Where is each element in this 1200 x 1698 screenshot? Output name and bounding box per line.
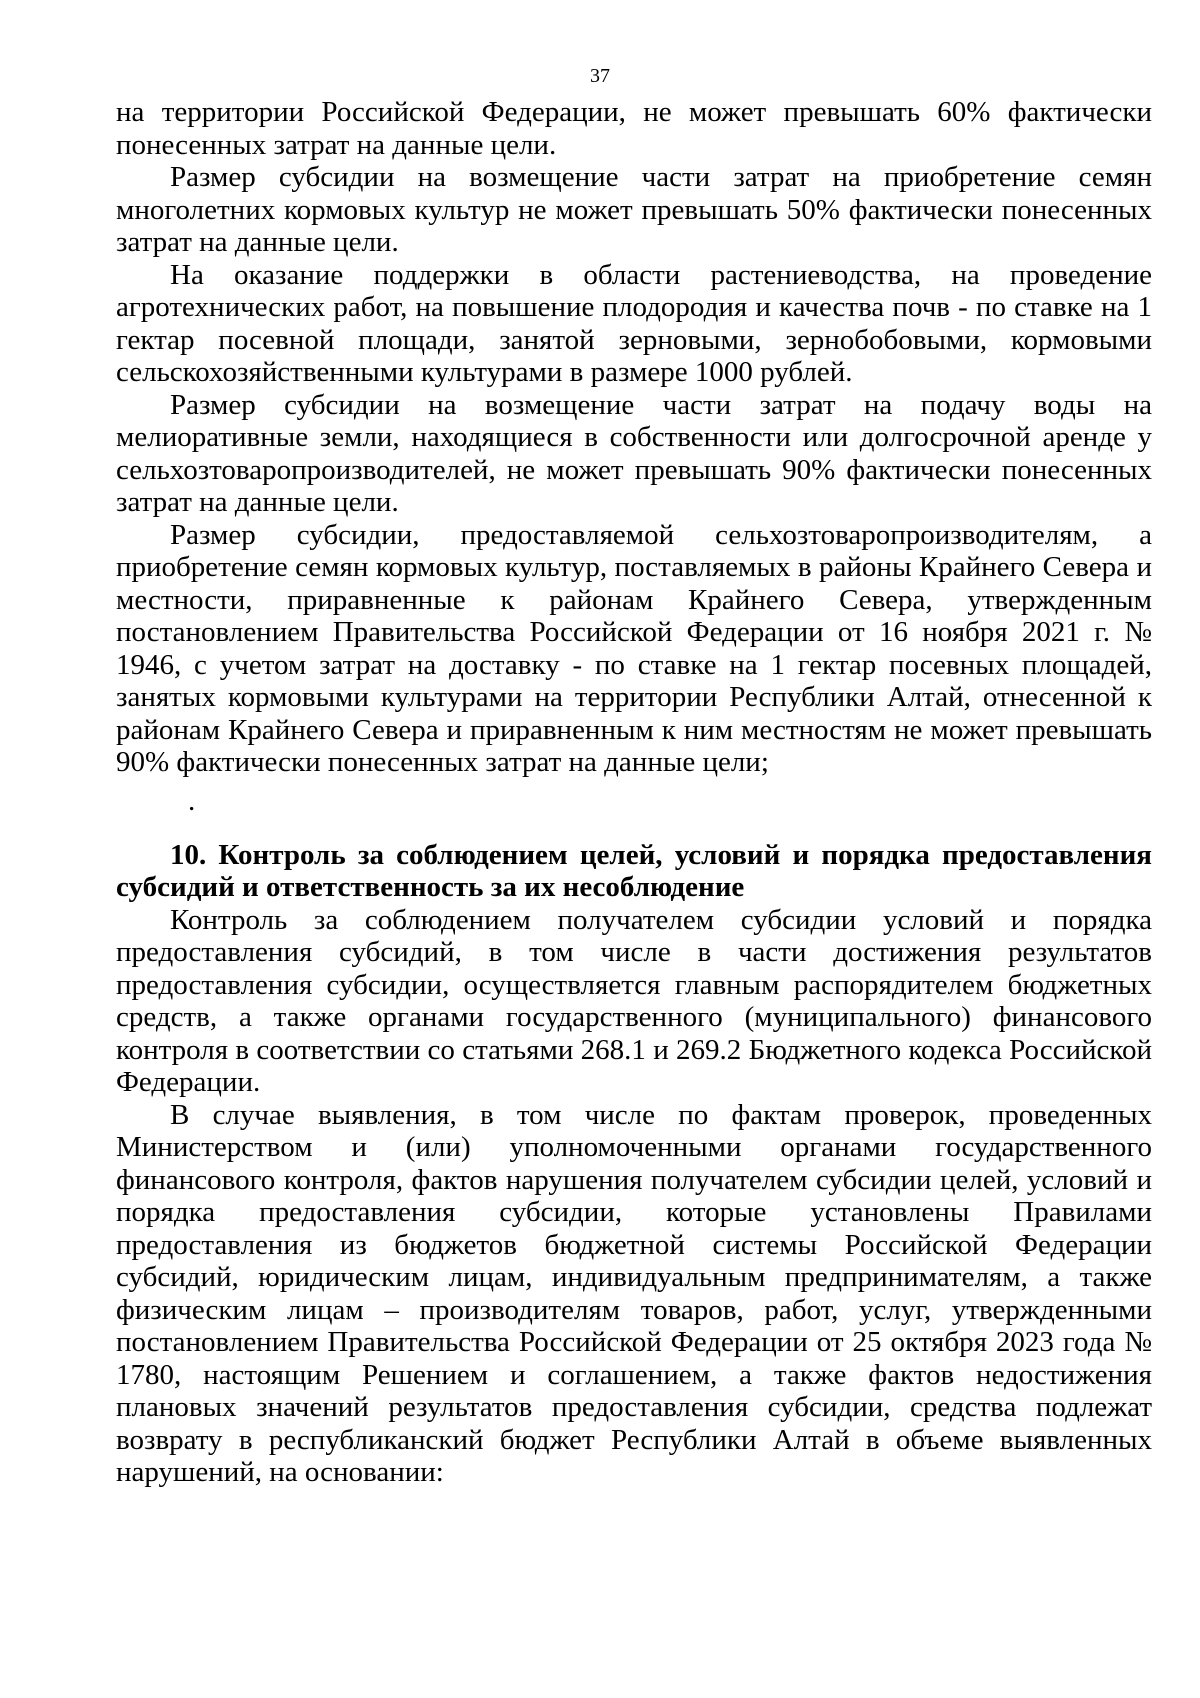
paragraph: Размер субсидии, предоставляемой сельхозтоваропроизводителям, а приобретение семян кормовых культур, поставляемых в районы Крайнего Севера и местности, приравненные к районам Крайнего Севера, утвержденным постановлением Правительства Российской Федерации от 16 ноября 2021 г. № 1946, с учетом затрат на доставку - по ставке на 1 гектар посевных площадей, занятых кормовыми культурами на территории Республики Алтай, отнесенной к районам Крайнего Севера и приравненным к ним местностям не может превышать 90% фактически понесенных затрат на данные цели; (116, 518, 1152, 778)
paragraph: Контроль за соблюдением получателем субсидии условий и порядка предоставления субсидий, в том числе в части достижения результатов предоставления субсидии, осуществляется главным распорядителем бюджетных средств, а также органами государственного (муниципального) финансового контроля в соответствии со статьями 268.1 и 269.2 Бюджетного кодекса Российской Федерации. (116, 903, 1152, 1098)
section-heading: 10. Контроль за соблюдением целей, условий и порядка предоставления субсидий и ответственность за их несоблюдение (116, 838, 1152, 903)
document-body (116, 96, 1152, 1489)
paragraph: В случае выявления, в том числе по фактам проверок, проведенных Министерством и (или) уполномоченными органами государственного финансового контроля, фактов нарушения получателем субсидии целей, условий и порядка предоставления субсидии, которые установлены Правилами предоставления из бюджетов бюджетной системы Российской Федерации субсидий, юридическим лицам, индивидуальным предпринимателям, а также физическим лицам – производителям товаров, работ, услуг, утвержденными постановлением Правительства Российской Федерации от 25 октября 2023 года № 1780, настоящим Решением и соглашением, а также фактов недостижения плановых значений результатов предоставления субсидии, средства подлежат возврату в республиканский бюджет Республики Алтай в объеме выявленных нарушений, на основании: (116, 1098, 1152, 1488)
page-number: 37 (590, 65, 610, 87)
paragraph: На оказание поддержки в области растениеводства, на проведение агротехнических работ, на повышение плодородия и качества почв - по ставке на 1 гектар посевной площади, занятой зерновыми, зернобобовыми, кормовыми сельскохозяйственными культурами в размере 1000 рублей. (116, 258, 1152, 388)
paragraph: Размер субсидии на возмещение части затрат на приобретение семян многолетних кормовых культур не может превышать 50% фактически понесенных затрат на данные цели. (116, 161, 1152, 258)
paragraph: на территории Российской Федерации, не может превышать 60% фактически понесенных затрат на данные цели. (116, 96, 1152, 161)
stray-dot: . (188, 784, 196, 817)
stray-dot-line (116, 779, 1152, 839)
paragraph: Размер субсидии на возмещение части затрат на подачу воды на мелиоративные земли, находящиеся в собственности или долгосрочной аренде у сельхозтоваропроизводителей, не может превышать 90% фактически понесенных затрат на данные цели. (116, 388, 1152, 518)
